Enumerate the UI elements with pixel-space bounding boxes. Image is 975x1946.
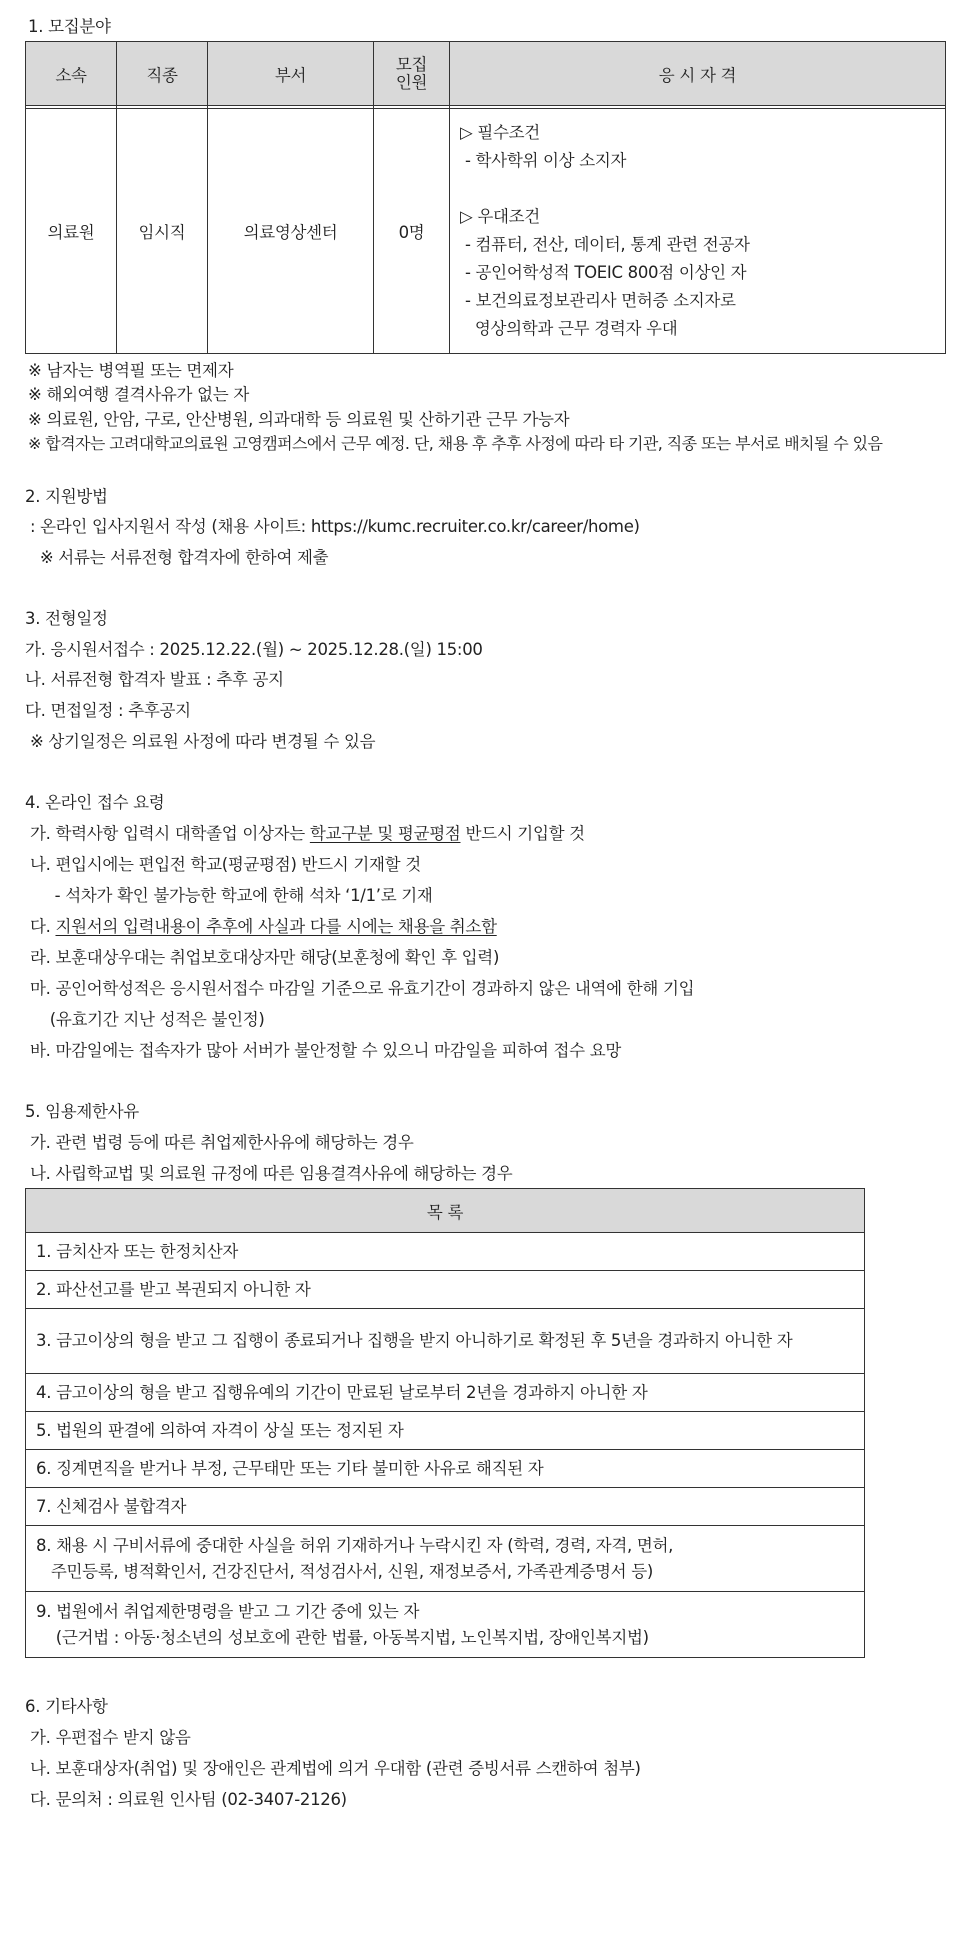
recruitment-table (25, 41, 946, 354)
online-guide-line: 라. 보훈대상우대는 취업보호대상자만 해당(보훈청에 확인 후 입력) (25, 948, 500, 967)
text: 다. (25, 917, 56, 936)
restriction-line: 가. 관련 법령 등에 따른 취업제한사유에 해당하는 경우 (25, 1133, 414, 1152)
table-row (26, 1592, 865, 1658)
online-guide-line (25, 823, 585, 845)
note-line: ※ 합격자는 고려대학교의료원 고영캠퍼스에서 근무 예정. 단, 채용 후 추후 사정에 따라 타 기관, 직종 또는 부서로 배치될 수 있음 (28, 434, 883, 453)
section6-title: 6. 기타사항 (25, 1697, 108, 1716)
online-guide-line: 마. 공인어학성적은 응시원서접수 마감일 기준으로 유효기간이 경과하지 않은 내역에 한해 기입 (25, 979, 695, 998)
underlined-text: 학교구분 및 평균평점 (309, 824, 461, 843)
header-job-type: 직종 (117, 42, 208, 106)
schedule-line: 나. 서류전형 합격자 발표 : 추후 공지 (25, 670, 284, 689)
qual-line: - 학사학위 이상 소지자 (460, 151, 627, 170)
note-line: ※ 의료원, 안암, 구로, 안산병원, 의과대학 등 의료원 및 산하기관 근무 가능자 (28, 410, 570, 429)
table-row (26, 1526, 865, 1592)
header-affiliation: 소속 (26, 42, 117, 106)
section2-title: 2. 지원방법 (25, 487, 108, 506)
online-guide-subline: (유효기간 지난 성적은 불인정) (25, 1010, 265, 1029)
text: 반드시 기입할 것 (460, 824, 585, 843)
cell-affiliation: 의료원 (26, 109, 117, 354)
cell-qualifications (450, 109, 946, 354)
header-headcount-label: 모집 인원 (395, 54, 428, 92)
cell-headcount: 0명 (374, 109, 450, 354)
table-row: 4. 금고이상의 형을 받고 집행유예의 기간이 만료된 날로부터 2년을 경과하지 아니한 자 (26, 1374, 865, 1412)
table-row: 2. 파산선고를 받고 복권되지 아니한 자 (26, 1271, 865, 1309)
row-line: (근거법 : 아동·청소년의 성보호에 관한 법률, 아동복지법, 노인복지법, 장애인복지법) (36, 1627, 649, 1647)
qual-line: 영상의학과 근무 경력자 우대 (460, 319, 678, 338)
qual-line (460, 175, 945, 203)
schedule-note: ※ 상기일정은 의료원 사정에 따라 변경될 수 있음 (25, 732, 376, 751)
online-guide-line: 나. 편입시에는 편입전 학교(평균평점) 반드시 기재할 것 (25, 855, 421, 874)
row-line: 8. 채용 시 구비서류에 중대한 사실을 허위 기재하거나 누락시킨 자 (학력, 경력, 자격, 면허, (36, 1535, 674, 1555)
row-line: 9. 법원에서 취업제한명령을 받고 그 기간 중에 있는 자 (36, 1601, 420, 1621)
text: 가. 학력사항 입력시 대학졸업 이상자는 (25, 824, 310, 843)
table-row: 1. 금치산자 또는 한정치산자 (26, 1233, 865, 1271)
note-line: ※ 남자는 병역필 또는 면제자 (28, 361, 234, 380)
underlined-text: 지원서의 입력내용이 추후에 사실과 다를 시에는 채용을 취소함 (55, 917, 497, 936)
online-guide-line (25, 916, 497, 938)
restriction-line: 나. 사립학교법 및 의료원 규정에 따른 임용결격사유에 해당하는 경우 (25, 1164, 513, 1183)
table-header-list: 목 록 (26, 1189, 865, 1233)
qual-line: - 컴퓨터, 전산, 데이터, 통계 관련 전공자 (460, 235, 750, 254)
online-guide-subline: - 석차가 확인 불가능한 학교에 한해 석차 ‘1/1’로 기재 (25, 886, 433, 905)
header-department: 부서 (208, 42, 374, 106)
section4-title: 4. 온라인 접수 요령 (25, 793, 165, 812)
header-qualifications: 응 시 자 격 (450, 42, 946, 106)
contact-line: 다. 문의처 : 의료원 인사팀 (02-3407-2126) (25, 1790, 347, 1809)
disqualification-table (25, 1188, 865, 1658)
note-line: ※ 해외여행 결격사유가 없는 자 (28, 385, 249, 404)
cell-department: 의료영상센터 (208, 109, 374, 354)
schedule-line: 가. 응시원서접수 : 2025.12.22.(월) ~ 2025.12.28.(일) 15:00 (25, 640, 483, 659)
table-row: 3. 금고이상의 형을 받고 그 집행이 종료되거나 집행을 받지 아니하기로 확정된 후 5년을 경과하지 아니한 자 (26, 1309, 865, 1374)
misc-line: 가. 우편접수 받지 않음 (25, 1728, 191, 1747)
qual-line: - 보건의료정보관리사 면허증 소지자로 (460, 291, 736, 310)
section3-title: 3. 전형일정 (25, 609, 108, 628)
schedule-line: 다. 면접일정 : 추후공지 (25, 701, 191, 720)
table-row: 5. 법원의 판결에 의하여 자격이 상실 또는 정지된 자 (26, 1412, 865, 1450)
qual-line: ▷ 필수조건 (460, 123, 540, 142)
row-line: 주민등록, 병적확인서, 건강진단서, 적성검사서, 신원, 재정보증서, 가족관계증명서 등) (36, 1561, 653, 1581)
table-row: 6. 징계면직을 받거나 부정, 근무태만 또는 기타 불미한 사유로 해직된 자 (26, 1450, 865, 1488)
apply-method-line: : 온라인 입사지원서 작성 (채용 사이트: https://kumc.recruiter.co.kr/career/home) (25, 517, 640, 536)
section5-title: 5. 임용제한사유 (25, 1102, 139, 1121)
misc-line: 나. 보훈대상자(취업) 및 장애인은 관계법에 의거 우대함 (관련 증빙서류 스캔하여 첨부) (25, 1759, 641, 1778)
online-guide-line: 바. 마감일에는 접속자가 많아 서버가 불안정할 수 있으니 마감일을 피하여 접수 요망 (25, 1041, 622, 1060)
header-headcount (374, 42, 450, 106)
qual-line: - 공인어학성적 TOEIC 800점 이상인 자 (460, 263, 747, 282)
apply-method-note: ※ 서류는 서류전형 합격자에 한하여 제출 (25, 548, 329, 567)
qual-line: ▷ 우대조건 (460, 207, 540, 226)
cell-job-type: 임시직 (117, 109, 208, 354)
table-row: 7. 신체검사 불합격자 (26, 1488, 865, 1526)
section1-title: 1. 모집분야 (28, 17, 111, 36)
